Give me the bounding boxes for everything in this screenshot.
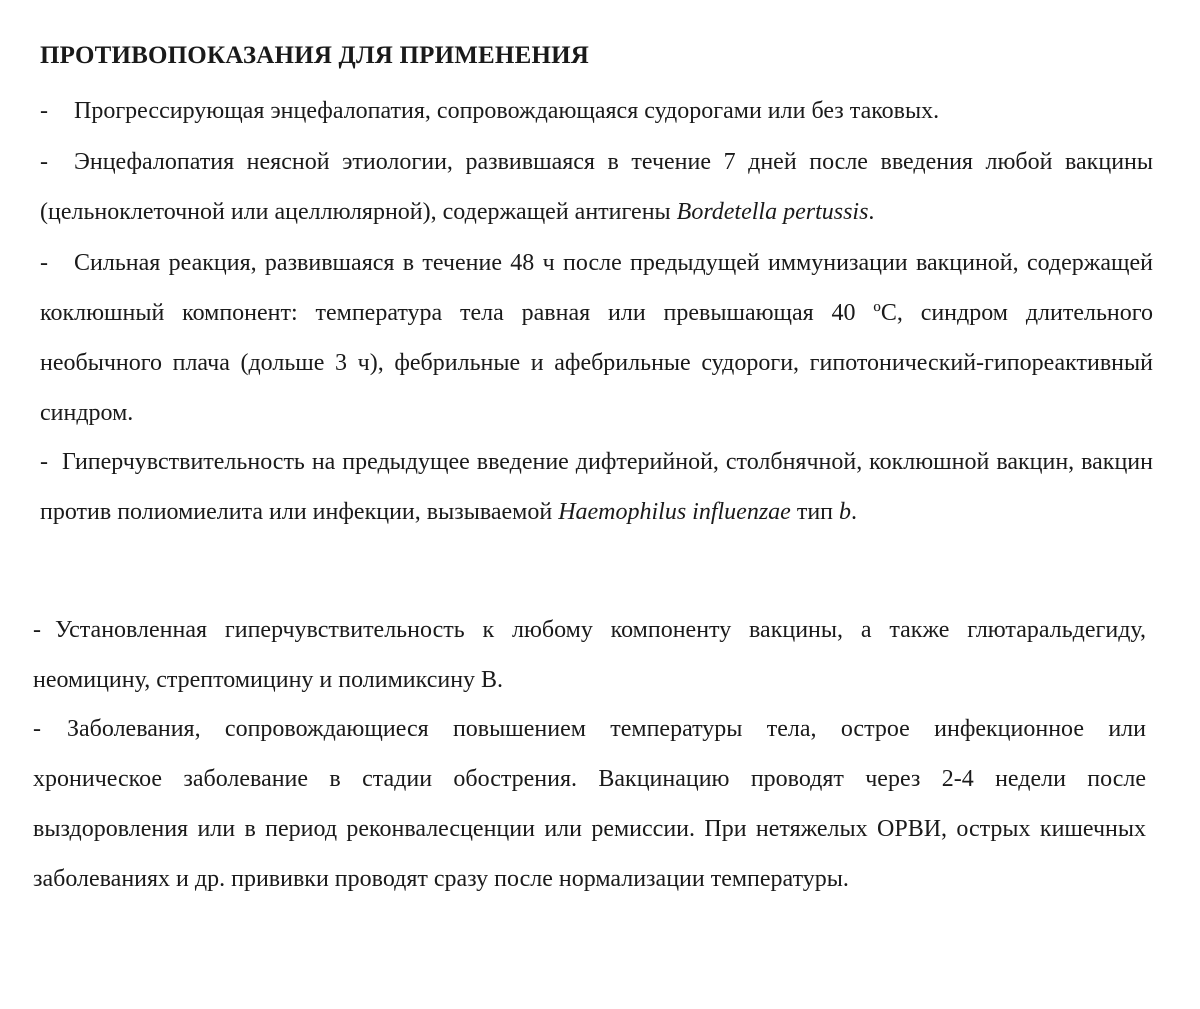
contraindication-item-2 xyxy=(40,137,1153,237)
contraindication-item-6 xyxy=(33,704,1146,904)
item-text: Энцефалопатия неясной этиологии, развившаяся в течение 7 дней после введения любой вакцины (цельноклеточной или ацеллюлярной), содержащей антигены xyxy=(40,149,1153,225)
item-text: Гиперчувствительность на предыдущее введение дифтерийной, столбнячной, коклюшной вакцин, вакцин против полиомиелита или инфекции, вызываемой xyxy=(40,449,1153,525)
contraindication-item-3 xyxy=(40,238,1153,438)
item-text: Прогрессирующая энцефалопатия, сопровождающаяся судорогами или без таковых. xyxy=(74,98,940,124)
contraindication-item-1 xyxy=(40,86,1153,136)
item-dash: - xyxy=(33,617,41,643)
item-dash: - xyxy=(40,98,48,124)
item-dash: - xyxy=(40,449,48,475)
item-text-tail: тип xyxy=(790,499,840,525)
contraindication-item-5 xyxy=(33,605,1146,705)
item-text-tail-2: . xyxy=(851,499,858,525)
section-heading: ПРОТИВОПОКАЗАНИЯ ДЛЯ ПРИМЕНЕНИЯ xyxy=(40,42,589,69)
item-italic-term: Bordetella pertussis xyxy=(676,199,869,225)
item-text: Установленная гиперчувствительность к любому компоненту вакцины, а также глютаральдегиду, неомицину, стрептомицину и полимиксину В. xyxy=(33,617,1146,693)
item-dash: - xyxy=(40,250,48,276)
item-dash: - xyxy=(33,716,41,742)
item-text: Заболевания, сопровождающиеся повышением температуры тела, острое инфекционное или хроническое заболевание в стадии обострения. Вакцинацию проводят через 2-4 недели после выздоровления или в период реконвалесценции или ремиссии. При нетяжелых ОРВИ, острых кишечных заболеваниях и др. прививки проводят сразу после нормализации температуры. xyxy=(33,716,1146,892)
item-dash: - xyxy=(40,149,48,175)
item-italic-letter: b xyxy=(839,499,852,525)
contraindication-item-4 xyxy=(40,437,1153,537)
item-italic-term: Haemophilus influenzae xyxy=(558,499,791,525)
item-text: Сильная реакция, развившаяся в течение 48 ч после предыдущей иммунизации вакциной, содержащей коклюшный компонент: температура тела равная или превышающая 40 ºС, синдром длительного необычного плача (дольше 3 ч), фебрильные и афебрильные судороги, гипотонический-гипореактивный синдром. xyxy=(40,250,1153,426)
item-text-tail: . xyxy=(868,199,875,225)
